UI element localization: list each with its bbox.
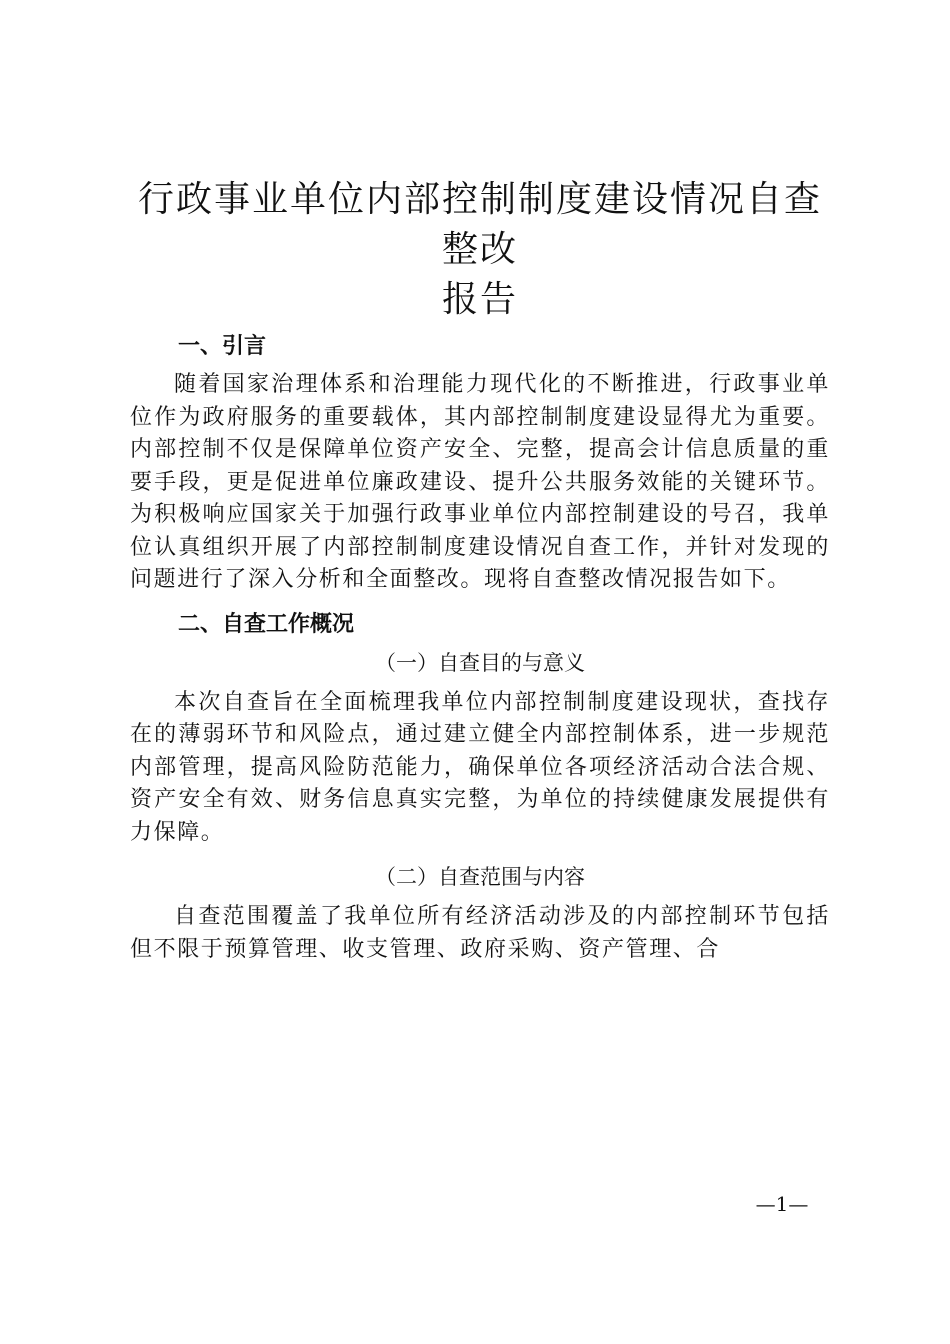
scope-paragraph: 自查范围覆盖了我单位所有经济活动涉及的内部控制环节包括但不限于预算管理、收支管理、政府采购、资产管理、合: [130, 904, 830, 962]
section-heading-overview: 二、自查工作概况: [178, 611, 355, 637]
purpose-paragraph: 本次自查旨在全面梳理我单位内部控制制度建设现状，查找存在的薄弱环节和风险点，通过建立健全内部控制体系，进一步规范内部管理，提高风险防范能力，确保单位各项经济活动合法合规、资产安全有效、财务信息真实完整，为单位的持续健康发展提供有力保障。: [130, 689, 830, 845]
intro-paragraph: 随着国家治理体系和治理能力现代化的不断推进，行政事业单位作为政府服务的重要载体，其内部控制制度建设显得尤为重要。内部控制不仅是保障单位资产安全、完整，提高会计信息质量的重要手段，更是促进单位廉政建设、提升公共服务效能的关键环节。为积极响应国家关于加强行政事业单位内部控制建设的号召，我单位认真组织开展了内部控制制度建设情况自查工作，并针对发现的问题进行了深入分析和全面整改。现将自查整改情况报告如下。: [130, 372, 830, 592]
section-heading-intro: 一、引言: [178, 334, 267, 359]
document-title: [130, 175, 830, 325]
title-line-1: 行政事业单位内部控制制度建设情况自查整改: [137, 179, 822, 270]
page-number: —1—: [755, 1192, 809, 1216]
document-page: [130, 175, 830, 966]
subsection-heading-purpose: （一）自查目的与意义: [375, 650, 585, 675]
subsection-heading-scope: （二）自查范围与内容: [375, 865, 585, 889]
title-line-2: 报告: [441, 279, 518, 320]
